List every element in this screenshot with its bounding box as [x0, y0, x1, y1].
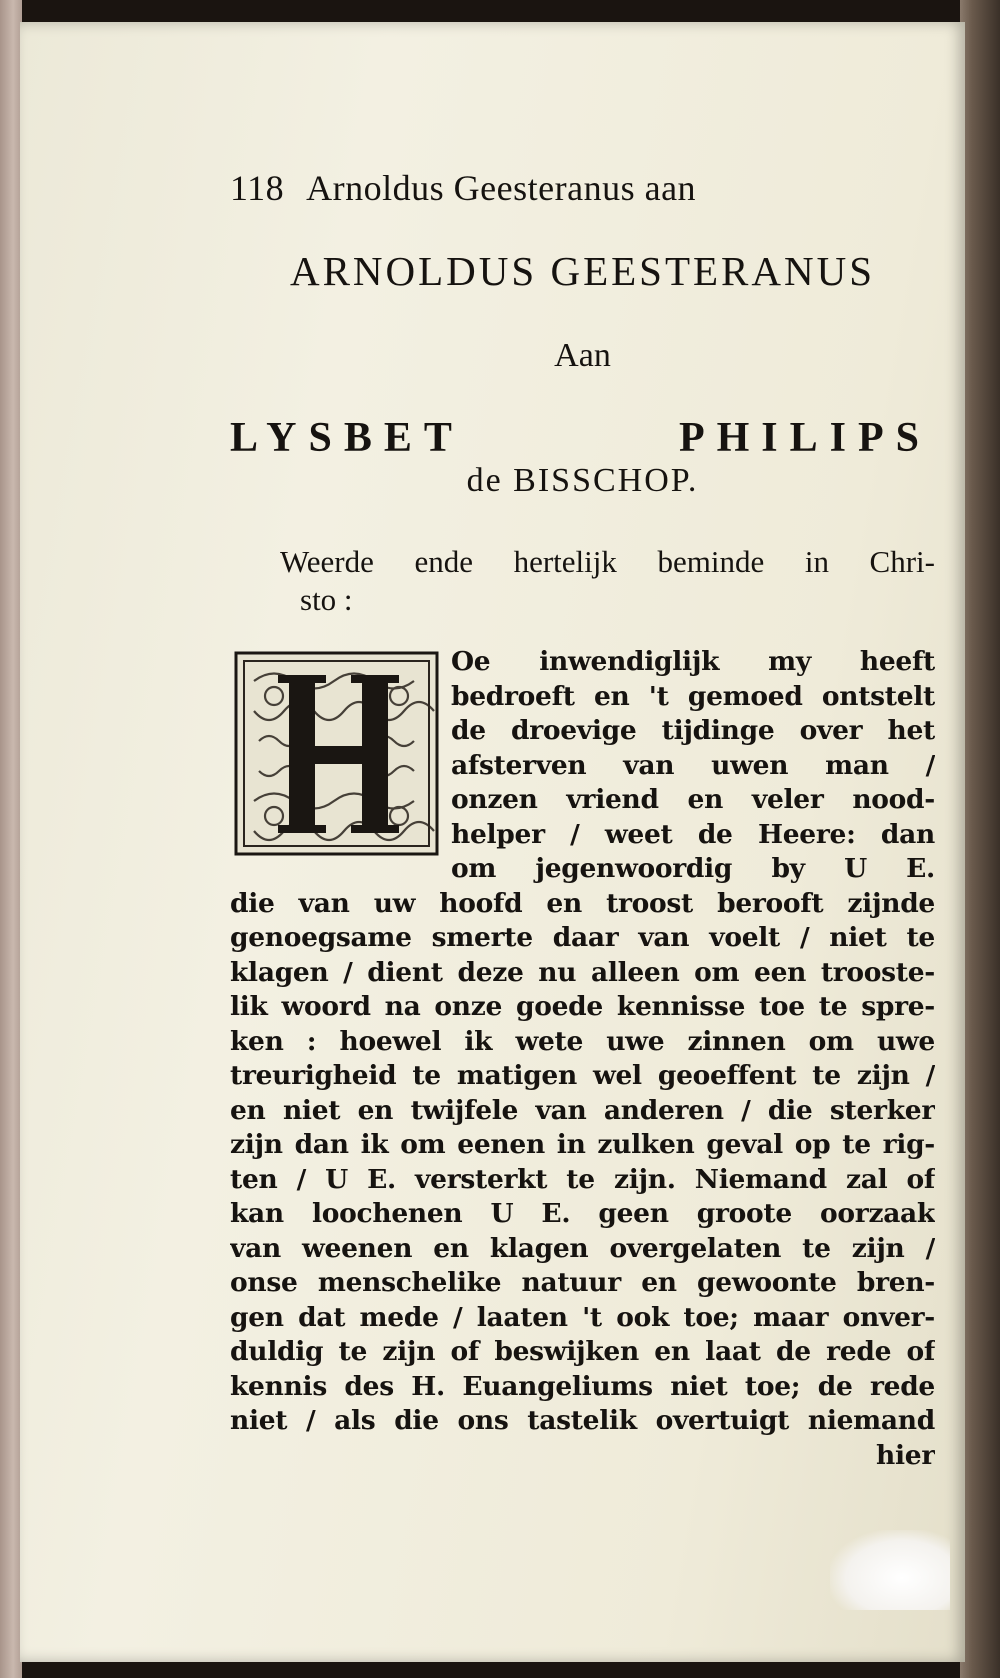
- text-line: niet / als die ons tastelik overtuigt niemand: [230, 1405, 935, 1436]
- text-line: bedroeft en 't gemoed ontstelt: [451, 680, 935, 712]
- text-line: kennis des H. Euangeliums niet toe; de rede: [230, 1370, 935, 1402]
- text-block: [230, 167, 935, 1473]
- decorated-initial: [234, 651, 439, 856]
- text-line: genoegsame smerte daar van voelt / niet te: [230, 922, 935, 953]
- title-author: ARNOLDUS GEESTERANUS: [289, 248, 876, 294]
- text-line: die van uw hoofd en troost berooft zijnde: [230, 887, 935, 919]
- book-spine: [960, 0, 1000, 1678]
- running-head: [230, 167, 935, 215]
- text-line: Oe inwendiglijk my heeft: [451, 646, 935, 677]
- salutation: [230, 543, 935, 619]
- title-aan: Aan: [554, 337, 611, 374]
- catchword: hier: [876, 1439, 935, 1471]
- text-line: klagen / dient deze nu alleen om een trooste-: [230, 956, 935, 988]
- ornament-frame: [234, 651, 439, 856]
- page-damage: [830, 1530, 950, 1610]
- left-leaf-edge: [0, 0, 22, 1678]
- dropcap-letter: H: [329, 767, 343, 783]
- salutation-line-2: sto :: [300, 582, 353, 617]
- text-line: afsterven van uwen man /: [451, 749, 935, 781]
- letter-body: [230, 645, 935, 1473]
- running-head-text: Arnoldus Geesteranus aan: [306, 168, 697, 208]
- text-line: zijn dan ik om eenen in zulken geval op te rig-: [230, 1129, 935, 1160]
- text-line: lik woord na onze goede kennisse toe te spre-: [230, 991, 935, 1022]
- text-line: gen dat mede / laaten 't ook toe; maar onver-: [230, 1301, 935, 1333]
- text-line: onse menschelike natuur en gewoonte bren-: [230, 1267, 935, 1298]
- text-line: treurigheid te matigen wel geoeffent te zijn /: [230, 1060, 935, 1091]
- text-line: van weenen en klagen overgelaten te zijn /: [230, 1232, 935, 1264]
- title-recipient: LYSBET PHILIPS: [230, 415, 931, 461]
- page-number: 118: [230, 168, 285, 208]
- text-line: helper / weet de Heere: dan: [451, 818, 935, 850]
- text-line: onzen vriend en veler nood-: [451, 784, 935, 815]
- text-line: ken : hoewel ik wete uwe zinnen om uwe: [230, 1025, 935, 1057]
- title-recipient-line2: de BISSCHOP.: [466, 462, 699, 499]
- text-line: om jegenwoordig by U E.: [451, 853, 935, 884]
- text-line: kan loochenen U E. geen groote oorzaak: [230, 1198, 935, 1229]
- text-line: ten / U E. versterkt te zijn. Niemand zal of: [230, 1163, 935, 1195]
- text-line: duldig te zijn of beswijken en laat de rede of: [230, 1336, 935, 1367]
- salutation-line-1: Weerde ende hertelijk beminde in Chri-: [280, 544, 935, 579]
- text-line: en niet en twijfele van anderen / die sterker: [230, 1094, 935, 1126]
- text-line: de droevige tijdinge over het: [451, 715, 935, 746]
- book-page: [20, 22, 965, 1662]
